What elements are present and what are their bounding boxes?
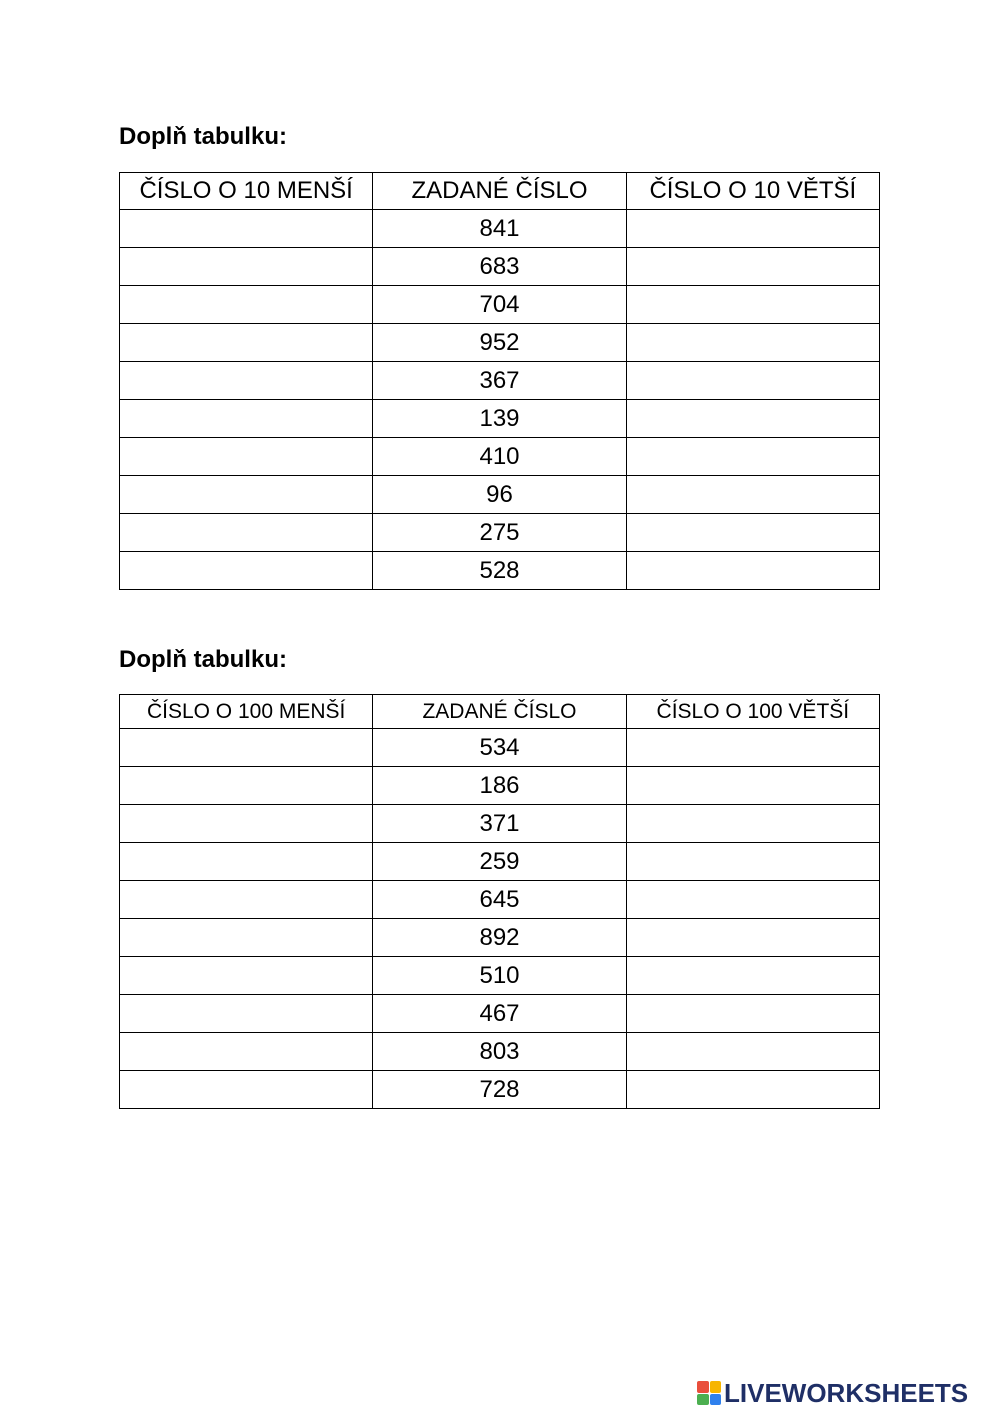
section-2-heading: Doplň tabulku: <box>119 646 287 673</box>
liveworksheets-logo-icon <box>697 1381 721 1405</box>
table-row <box>120 438 880 476</box>
answer-cell-less[interactable] <box>120 957 373 995</box>
answer-cell-more[interactable] <box>626 514 879 552</box>
answer-cell-more[interactable] <box>626 957 879 995</box>
table-row <box>120 514 880 552</box>
answer-cell-less[interactable] <box>120 324 373 362</box>
column-header-more-10: ČÍSLO O 10 VĚTŠÍ <box>626 173 879 210</box>
given-number-cell: 367 <box>373 362 626 400</box>
logo-square <box>710 1394 722 1406</box>
given-number-cell: 683 <box>373 248 626 286</box>
answer-cell-less[interactable] <box>120 552 373 590</box>
column-header-given-number: ZADANÉ ČÍSLO <box>373 173 626 210</box>
section-1-heading: Doplň tabulku: <box>119 123 287 150</box>
answer-cell-more[interactable] <box>626 400 879 438</box>
answer-cell-less[interactable] <box>120 210 373 248</box>
given-number-cell: 528 <box>373 552 626 590</box>
column-header-less-10: ČÍSLO O 10 MENŠÍ <box>120 173 373 210</box>
answer-cell-less[interactable] <box>120 248 373 286</box>
answer-cell-more[interactable] <box>626 476 879 514</box>
answer-cell-more[interactable] <box>626 919 879 957</box>
table-row <box>120 767 880 805</box>
answer-cell-more[interactable] <box>626 362 879 400</box>
table-row <box>120 843 880 881</box>
answer-cell-less[interactable] <box>120 843 373 881</box>
answer-cell-less[interactable] <box>120 767 373 805</box>
table-row <box>120 919 880 957</box>
table-header-row <box>120 173 880 210</box>
given-number-cell: 371 <box>373 805 626 843</box>
answer-cell-more[interactable] <box>626 1033 879 1071</box>
answer-cell-less[interactable] <box>120 919 373 957</box>
answer-cell-more[interactable] <box>626 881 879 919</box>
table-header-row <box>120 695 880 729</box>
logo-square <box>697 1381 709 1393</box>
answer-cell-less[interactable] <box>120 476 373 514</box>
answer-cell-less[interactable] <box>120 1071 373 1109</box>
answer-cell-more[interactable] <box>626 767 879 805</box>
given-number-cell: 139 <box>373 400 626 438</box>
table-row <box>120 1033 880 1071</box>
column-header-less-100: ČÍSLO O 100 MENŠÍ <box>120 695 373 729</box>
table-row <box>120 1071 880 1109</box>
add-subtract-10-table <box>119 172 880 590</box>
answer-cell-more[interactable] <box>626 324 879 362</box>
answer-cell-less[interactable] <box>120 805 373 843</box>
table-row <box>120 729 880 767</box>
answer-cell-less[interactable] <box>120 362 373 400</box>
given-number-cell: 645 <box>373 881 626 919</box>
given-number-cell: 704 <box>373 286 626 324</box>
column-header-more-100: ČÍSLO O 100 VĚTŠÍ <box>626 695 879 729</box>
table-row <box>120 957 880 995</box>
column-header-given-number: ZADANÉ ČÍSLO <box>373 695 626 729</box>
liveworksheets-logo <box>697 1376 968 1410</box>
answer-cell-less[interactable] <box>120 1033 373 1071</box>
table-row <box>120 210 880 248</box>
given-number-cell: 534 <box>373 729 626 767</box>
answer-cell-more[interactable] <box>626 805 879 843</box>
answer-cell-less[interactable] <box>120 286 373 324</box>
logo-square <box>710 1381 722 1393</box>
answer-cell-more[interactable] <box>626 729 879 767</box>
answer-cell-more[interactable] <box>626 552 879 590</box>
given-number-cell: 952 <box>373 324 626 362</box>
answer-cell-more[interactable] <box>626 1071 879 1109</box>
table-row <box>120 248 880 286</box>
given-number-cell: 186 <box>373 767 626 805</box>
table-row <box>120 881 880 919</box>
given-number-cell: 259 <box>373 843 626 881</box>
table-row <box>120 995 880 1033</box>
table-row <box>120 805 880 843</box>
given-number-cell: 410 <box>373 438 626 476</box>
answer-cell-more[interactable] <box>626 843 879 881</box>
answer-cell-more[interactable] <box>626 995 879 1033</box>
logo-square <box>697 1394 709 1406</box>
given-number-cell: 803 <box>373 1033 626 1071</box>
given-number-cell: 275 <box>373 514 626 552</box>
table-row <box>120 286 880 324</box>
answer-cell-more[interactable] <box>626 248 879 286</box>
given-number-cell: 728 <box>373 1071 626 1109</box>
answer-cell-less[interactable] <box>120 514 373 552</box>
answer-cell-more[interactable] <box>626 210 879 248</box>
answer-cell-less[interactable] <box>120 995 373 1033</box>
table-row <box>120 324 880 362</box>
table-row <box>120 476 880 514</box>
logo-text: LIVEWORKSHEETS <box>724 1377 969 1408</box>
given-number-cell: 841 <box>373 210 626 248</box>
answer-cell-more[interactable] <box>626 438 879 476</box>
table-row <box>120 400 880 438</box>
given-number-cell: 510 <box>373 957 626 995</box>
answer-cell-more[interactable] <box>626 286 879 324</box>
given-number-cell: 892 <box>373 919 626 957</box>
table-row <box>120 552 880 590</box>
given-number-cell: 96 <box>373 476 626 514</box>
table-row <box>120 362 880 400</box>
answer-cell-less[interactable] <box>120 400 373 438</box>
answer-cell-less[interactable] <box>120 438 373 476</box>
given-number-cell: 467 <box>373 995 626 1033</box>
answer-cell-less[interactable] <box>120 881 373 919</box>
answer-cell-less[interactable] <box>120 729 373 767</box>
add-subtract-100-table <box>119 694 880 1109</box>
